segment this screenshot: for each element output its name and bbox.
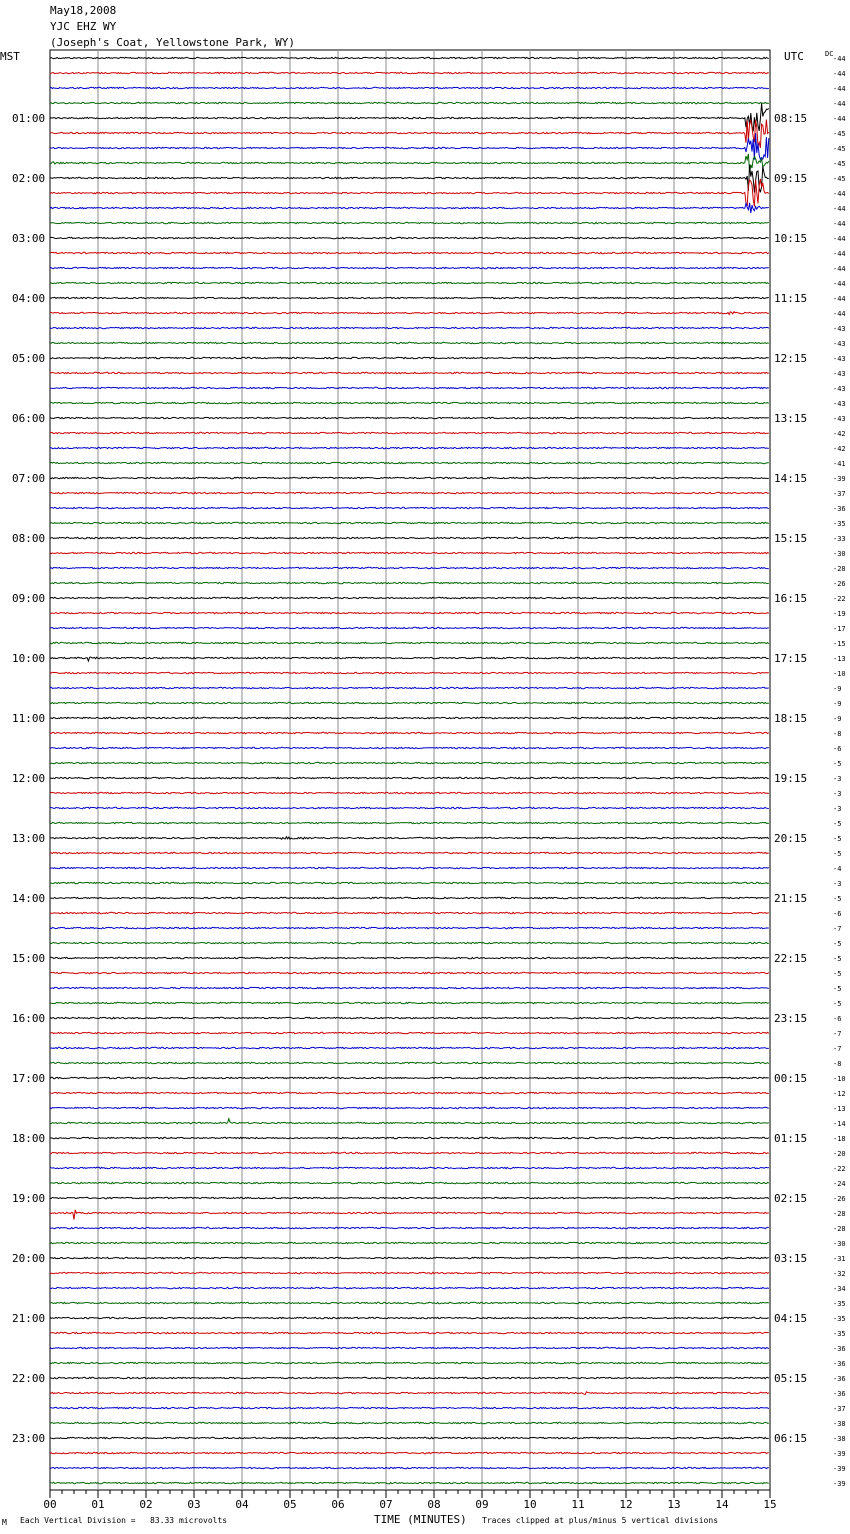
utc-hour-label: 22:15 bbox=[774, 952, 808, 965]
seismic-trace bbox=[50, 897, 769, 898]
mst-hour-label: 05:00 bbox=[12, 352, 46, 365]
dc-offset-label: -7 bbox=[833, 925, 842, 933]
dc-offset-label: -44 bbox=[833, 250, 846, 258]
mst-hour-label: 20:00 bbox=[12, 1252, 46, 1265]
utc-hour-label: 21:15 bbox=[774, 892, 808, 905]
seismic-trace bbox=[50, 957, 769, 958]
mst-hour-label: 09:00 bbox=[12, 592, 46, 605]
seismic-trace bbox=[50, 447, 769, 448]
clip-note: Traces clipped at plus/minus 5 vertical divisions bbox=[482, 1516, 719, 1525]
dc-offset-label: -42 bbox=[833, 445, 846, 453]
seismic-trace bbox=[50, 252, 769, 254]
dc-offset-label: -45 bbox=[833, 145, 846, 153]
utc-hour-label: 13:15 bbox=[774, 412, 808, 425]
seismic-trace bbox=[50, 627, 769, 628]
seismic-trace bbox=[50, 1332, 769, 1333]
dc-offset-label: -5 bbox=[833, 820, 842, 828]
dc-offset-label: -5 bbox=[833, 985, 842, 993]
seismic-trace bbox=[50, 327, 769, 328]
x-tick-label: 02 bbox=[139, 1498, 153, 1511]
dc-offset-label: -43 bbox=[833, 400, 846, 408]
seismic-trace bbox=[50, 1077, 769, 1078]
seismic-trace bbox=[50, 1242, 769, 1243]
mst-hour-label: 21:00 bbox=[12, 1312, 46, 1325]
seismic-trace bbox=[50, 133, 769, 160]
dc-offset-label: -13 bbox=[833, 1105, 846, 1113]
seismic-trace bbox=[50, 222, 769, 223]
seismic-trace bbox=[50, 1227, 769, 1228]
seismic-trace bbox=[50, 103, 769, 131]
mst-hour-label: 06:00 bbox=[12, 412, 46, 425]
utc-hour-label: 16:15 bbox=[774, 592, 808, 605]
seismic-trace bbox=[50, 1482, 769, 1483]
dc-offset-label: -45 bbox=[833, 160, 846, 168]
seismic-trace bbox=[50, 657, 769, 661]
dc-offset-label: -35 bbox=[833, 520, 846, 528]
seismic-trace bbox=[50, 1152, 769, 1153]
seismic-trace bbox=[50, 1062, 769, 1064]
dc-offset-label: -42 bbox=[833, 430, 846, 438]
utc-hour-label: 06:15 bbox=[774, 1432, 808, 1445]
dc-offset-label: -36 bbox=[833, 1375, 846, 1383]
x-tick-label: 14 bbox=[715, 1498, 729, 1511]
dc-offset-label: -37 bbox=[833, 490, 846, 498]
x-tick-label: 11 bbox=[571, 1498, 585, 1511]
dc-offset-label: -34 bbox=[833, 1285, 846, 1293]
dc-offset-label: -36 bbox=[833, 1390, 846, 1398]
utc-hour-label: 03:15 bbox=[774, 1252, 808, 1265]
dc-offset-label: -5 bbox=[833, 1000, 842, 1008]
x-tick-label: 12 bbox=[619, 1498, 633, 1511]
seismic-trace bbox=[50, 1452, 769, 1453]
dc-offset-label: -5 bbox=[833, 760, 842, 768]
seismic-trace bbox=[50, 867, 769, 868]
dc-offset-label: -10 bbox=[833, 1075, 846, 1083]
dc-offset-label: -5 bbox=[833, 835, 842, 843]
utc-hour-label: 18:15 bbox=[774, 712, 808, 725]
seismic-trace bbox=[50, 1137, 769, 1138]
dc-offset-label: -33 bbox=[833, 535, 846, 543]
seismic-trace bbox=[50, 807, 769, 808]
dc-offset-label: -43 bbox=[833, 355, 846, 363]
seismic-trace bbox=[50, 237, 769, 238]
x-tick-label: 09 bbox=[475, 1498, 489, 1511]
seismic-trace bbox=[50, 477, 769, 478]
dc-offset-label: -38 bbox=[833, 1435, 846, 1443]
dc-offset-label: -44 bbox=[833, 205, 846, 213]
seismic-trace bbox=[50, 507, 769, 508]
seismic-trace bbox=[50, 1272, 769, 1273]
dc-offset-label: -26 bbox=[833, 1195, 846, 1203]
seismic-trace bbox=[50, 357, 769, 358]
seismic-trace bbox=[50, 792, 769, 793]
utc-hour-label: 23:15 bbox=[774, 1012, 808, 1025]
seismic-trace bbox=[50, 1437, 769, 1438]
seismic-trace bbox=[50, 672, 769, 673]
seismic-trace bbox=[50, 372, 769, 373]
seismic-trace bbox=[50, 1182, 769, 1183]
dc-offset-label: -22 bbox=[833, 1165, 846, 1173]
utc-hour-label: 20:15 bbox=[774, 832, 808, 845]
seismic-trace bbox=[50, 1317, 769, 1318]
utc-hour-label: 14:15 bbox=[774, 472, 808, 485]
seismic-trace bbox=[50, 552, 769, 553]
utc-label: UTC bbox=[784, 50, 804, 63]
dc-offset-label: -13 bbox=[833, 655, 846, 663]
seismic-trace bbox=[50, 1392, 769, 1395]
seismic-trace bbox=[50, 597, 769, 598]
seismic-trace bbox=[50, 1002, 769, 1003]
seismic-trace bbox=[50, 462, 769, 463]
dc-offset-label: -6 bbox=[833, 1015, 842, 1023]
seismic-trace bbox=[50, 87, 769, 88]
utc-hour-label: 01:15 bbox=[774, 1132, 808, 1145]
dc-offset-label: -44 bbox=[833, 85, 846, 93]
seismic-trace bbox=[50, 1257, 769, 1258]
dc-offset-label: -44 bbox=[833, 190, 846, 198]
x-tick-label: 00 bbox=[43, 1498, 57, 1511]
dc-offset-label: -41 bbox=[833, 460, 846, 468]
x-tick-label: 05 bbox=[283, 1498, 297, 1511]
dc-offset-label: -45 bbox=[833, 130, 846, 138]
seismic-trace bbox=[50, 1107, 769, 1108]
dc-offset-label: -5 bbox=[833, 895, 842, 903]
seismic-trace bbox=[50, 762, 769, 763]
mst-hour-label: 10:00 bbox=[12, 652, 46, 665]
dc-offset-label: -44 bbox=[833, 220, 846, 228]
dc-offset-label: -14 bbox=[833, 1120, 846, 1128]
dc-offset-label: -28 bbox=[833, 1210, 846, 1218]
seismic-trace bbox=[50, 1197, 769, 1198]
seismic-trace bbox=[50, 1092, 769, 1093]
x-tick-label: 10 bbox=[523, 1498, 537, 1511]
mst-hour-label: 17:00 bbox=[12, 1072, 46, 1085]
seismic-trace bbox=[50, 612, 769, 613]
utc-hour-label: 09:15 bbox=[774, 172, 808, 185]
dc-offset-label: -17 bbox=[833, 625, 846, 633]
mst-hour-label: 07:00 bbox=[12, 472, 46, 485]
dc-offset-label: -9 bbox=[833, 685, 842, 693]
dc-offset-label: -35 bbox=[833, 1315, 846, 1323]
seismic-trace bbox=[50, 822, 769, 823]
seismic-trace bbox=[50, 717, 769, 718]
plot-frame bbox=[50, 50, 770, 1490]
x-tick-label: 04 bbox=[235, 1498, 249, 1511]
x-axis-label: TIME (MINUTES) bbox=[374, 1513, 467, 1526]
dc-offset-label: -31 bbox=[833, 1255, 846, 1263]
dc-offset-label: -44 bbox=[833, 280, 846, 288]
dc-offset-label: -43 bbox=[833, 370, 846, 378]
dc-offset-label: -9 bbox=[833, 700, 842, 708]
seismic-trace bbox=[50, 1047, 769, 1048]
dc-offset-label: -7 bbox=[833, 1030, 842, 1038]
dc-offset-label: -5 bbox=[833, 850, 842, 858]
dc-label: DC bbox=[825, 50, 834, 58]
corner-mark: M bbox=[2, 1518, 7, 1527]
scale-note: Each Vertical Division = 83.33 microvolts bbox=[20, 1516, 228, 1525]
dc-offset-label: -36 bbox=[833, 1360, 846, 1368]
mst-hour-label: 16:00 bbox=[12, 1012, 46, 1025]
utc-hour-label: 08:15 bbox=[774, 112, 808, 125]
seismic-trace bbox=[50, 402, 769, 403]
seismic-trace bbox=[50, 282, 769, 283]
dc-offset-label: -45 bbox=[833, 175, 846, 183]
dc-offset-label: -36 bbox=[833, 505, 846, 513]
header-location: (Joseph's Coat, Yellowstone Park, WY) bbox=[50, 36, 296, 49]
dc-offset-label: -28 bbox=[833, 565, 846, 573]
dc-offset-label: -5 bbox=[833, 955, 842, 963]
dc-offset-label: -24 bbox=[833, 1180, 846, 1188]
utc-hour-label: 15:15 bbox=[774, 532, 808, 545]
dc-offset-label: -44 bbox=[833, 310, 846, 318]
utc-hour-label: 04:15 bbox=[774, 1312, 808, 1325]
dc-offset-label: -19 bbox=[833, 610, 846, 618]
dc-offset-label: -39 bbox=[833, 1465, 846, 1473]
dc-offset-label: -10 bbox=[833, 670, 846, 678]
dc-offset-label: -9 bbox=[833, 715, 842, 723]
utc-hour-label: 10:15 bbox=[774, 232, 808, 245]
mst-hour-label: 22:00 bbox=[12, 1372, 46, 1385]
seismic-trace bbox=[50, 120, 769, 148]
dc-offset-label: -44 bbox=[833, 55, 846, 63]
seismic-trace bbox=[50, 1407, 769, 1408]
seismic-trace bbox=[50, 1302, 769, 1303]
dc-offset-label: -28 bbox=[833, 1225, 846, 1233]
dc-offset-label: -7 bbox=[833, 1045, 842, 1053]
header-date: May18,2008 bbox=[50, 4, 117, 17]
seismic-trace bbox=[50, 702, 769, 703]
dc-offset-label: -43 bbox=[833, 385, 846, 393]
seismic-trace bbox=[50, 642, 769, 643]
seismic-trace bbox=[50, 203, 769, 213]
seismic-trace bbox=[50, 837, 769, 840]
dc-offset-label: -44 bbox=[833, 265, 846, 273]
dc-offset-label: -15 bbox=[833, 640, 846, 648]
seismic-trace bbox=[50, 942, 769, 943]
utc-hour-label: 17:15 bbox=[774, 652, 808, 665]
dc-offset-label: -8 bbox=[833, 1060, 842, 1068]
mst-hour-label: 23:00 bbox=[12, 1432, 46, 1445]
seismic-trace bbox=[50, 1017, 769, 1018]
header-station: YJC EHZ WY bbox=[50, 20, 117, 33]
seismic-trace bbox=[50, 1422, 769, 1423]
dc-offset-label: -8 bbox=[833, 730, 842, 738]
mst-hour-label: 02:00 bbox=[12, 172, 46, 185]
seismic-trace bbox=[50, 1119, 769, 1124]
seismic-trace bbox=[50, 72, 769, 73]
mst-hour-label: 08:00 bbox=[12, 532, 46, 545]
dc-offset-label: -6 bbox=[833, 745, 842, 753]
dc-offset-label: -32 bbox=[833, 1270, 846, 1278]
dc-offset-label: -18 bbox=[833, 1135, 846, 1143]
mst-hour-label: 19:00 bbox=[12, 1192, 46, 1205]
seismic-trace bbox=[50, 582, 769, 583]
seismic-trace bbox=[50, 57, 769, 58]
dc-offset-label: -5 bbox=[833, 970, 842, 978]
dc-offset-label: -43 bbox=[833, 415, 846, 423]
seismic-trace bbox=[50, 972, 769, 973]
seismic-trace bbox=[50, 732, 769, 733]
mst-hour-label: 13:00 bbox=[12, 832, 46, 845]
seismic-trace bbox=[50, 417, 769, 418]
seismic-trace bbox=[50, 537, 769, 538]
seismic-trace bbox=[50, 312, 769, 315]
seismic-trace bbox=[50, 154, 769, 173]
dc-offset-label: -12 bbox=[833, 1090, 846, 1098]
mst-label: MST bbox=[0, 50, 20, 63]
seismic-trace bbox=[50, 1347, 769, 1348]
seismic-trace bbox=[50, 1467, 769, 1468]
seismic-trace bbox=[50, 852, 769, 853]
mst-hour-label: 15:00 bbox=[12, 952, 46, 965]
x-tick-label: 13 bbox=[667, 1498, 681, 1511]
dc-offset-label: -30 bbox=[833, 1240, 846, 1248]
dc-offset-label: -35 bbox=[833, 1300, 846, 1308]
seismic-trace bbox=[50, 1362, 769, 1363]
seismic-trace bbox=[50, 102, 769, 103]
x-tick-label: 15 bbox=[763, 1498, 777, 1511]
dc-offset-label: -43 bbox=[833, 325, 846, 333]
seismic-trace bbox=[50, 297, 769, 298]
dc-offset-label: -4 bbox=[833, 865, 842, 873]
dc-offset-label: -37 bbox=[833, 1405, 846, 1413]
utc-hour-label: 12:15 bbox=[774, 352, 808, 365]
seismic-trace bbox=[50, 987, 769, 988]
dc-offset-label: -3 bbox=[833, 805, 842, 813]
dc-offset-label: -26 bbox=[833, 580, 846, 588]
utc-hour-label: 02:15 bbox=[774, 1192, 808, 1205]
dc-offset-label: -20 bbox=[833, 1150, 846, 1158]
dc-offset-label: -5 bbox=[833, 940, 842, 948]
dc-offset-label: -35 bbox=[833, 1330, 846, 1338]
seismic-trace bbox=[50, 179, 769, 207]
dc-offset-label: -44 bbox=[833, 70, 846, 78]
dc-offset-label: -6 bbox=[833, 910, 842, 918]
x-tick-label: 08 bbox=[427, 1498, 441, 1511]
seismic-trace bbox=[50, 912, 769, 913]
seismic-trace bbox=[50, 687, 769, 688]
seismic-trace bbox=[50, 777, 769, 778]
dc-offset-label: -39 bbox=[833, 475, 846, 483]
dc-offset-label: -22 bbox=[833, 595, 846, 603]
seismic-trace bbox=[50, 1210, 769, 1220]
mst-hour-label: 14:00 bbox=[12, 892, 46, 905]
seismic-trace bbox=[50, 1287, 769, 1288]
x-tick-label: 01 bbox=[91, 1498, 105, 1511]
utc-hour-label: 05:15 bbox=[774, 1372, 808, 1385]
seismic-trace bbox=[50, 1032, 769, 1033]
seismic-trace bbox=[50, 882, 769, 883]
x-tick-label: 03 bbox=[187, 1498, 201, 1511]
x-tick-label: 07 bbox=[379, 1498, 393, 1511]
seismic-trace bbox=[50, 1167, 769, 1168]
seismic-trace bbox=[50, 432, 769, 433]
dc-offset-label: -44 bbox=[833, 235, 846, 243]
seismic-trace bbox=[50, 387, 769, 388]
utc-hour-label: 00:15 bbox=[774, 1072, 808, 1085]
dc-offset-label: -44 bbox=[833, 100, 846, 108]
dc-offset-label: -39 bbox=[833, 1480, 846, 1488]
dc-offset-label: -39 bbox=[833, 1450, 846, 1458]
dc-offset-label: -43 bbox=[833, 340, 846, 348]
mst-hour-label: 04:00 bbox=[12, 292, 46, 305]
mst-hour-label: 03:00 bbox=[12, 232, 46, 245]
dc-offset-label: -44 bbox=[833, 295, 846, 303]
mst-hour-label: 12:00 bbox=[12, 772, 46, 785]
seismic-trace bbox=[50, 267, 769, 268]
dc-offset-label: -38 bbox=[833, 1420, 846, 1428]
seismic-trace bbox=[50, 492, 769, 493]
dc-offset-label: -3 bbox=[833, 775, 842, 783]
dc-offset-label: -36 bbox=[833, 1345, 846, 1353]
dc-offset-label: -3 bbox=[833, 880, 842, 888]
seismic-trace bbox=[50, 522, 769, 523]
utc-hour-label: 11:15 bbox=[774, 292, 808, 305]
seismic-trace bbox=[50, 342, 769, 343]
seismic-trace bbox=[50, 747, 769, 749]
mst-hour-label: 11:00 bbox=[12, 712, 46, 725]
seismic-trace bbox=[50, 1377, 769, 1378]
seismic-trace bbox=[50, 567, 769, 568]
utc-hour-label: 19:15 bbox=[774, 772, 808, 785]
x-tick-label: 06 bbox=[331, 1498, 345, 1511]
seismic-trace bbox=[50, 927, 769, 928]
dc-offset-label: -3 bbox=[833, 790, 842, 798]
dc-offset-label: -30 bbox=[833, 550, 846, 558]
mst-hour-label: 01:00 bbox=[12, 112, 46, 125]
seismic-trace bbox=[50, 165, 769, 193]
dc-offset-label: -44 bbox=[833, 115, 846, 123]
mst-hour-label: 18:00 bbox=[12, 1132, 46, 1145]
